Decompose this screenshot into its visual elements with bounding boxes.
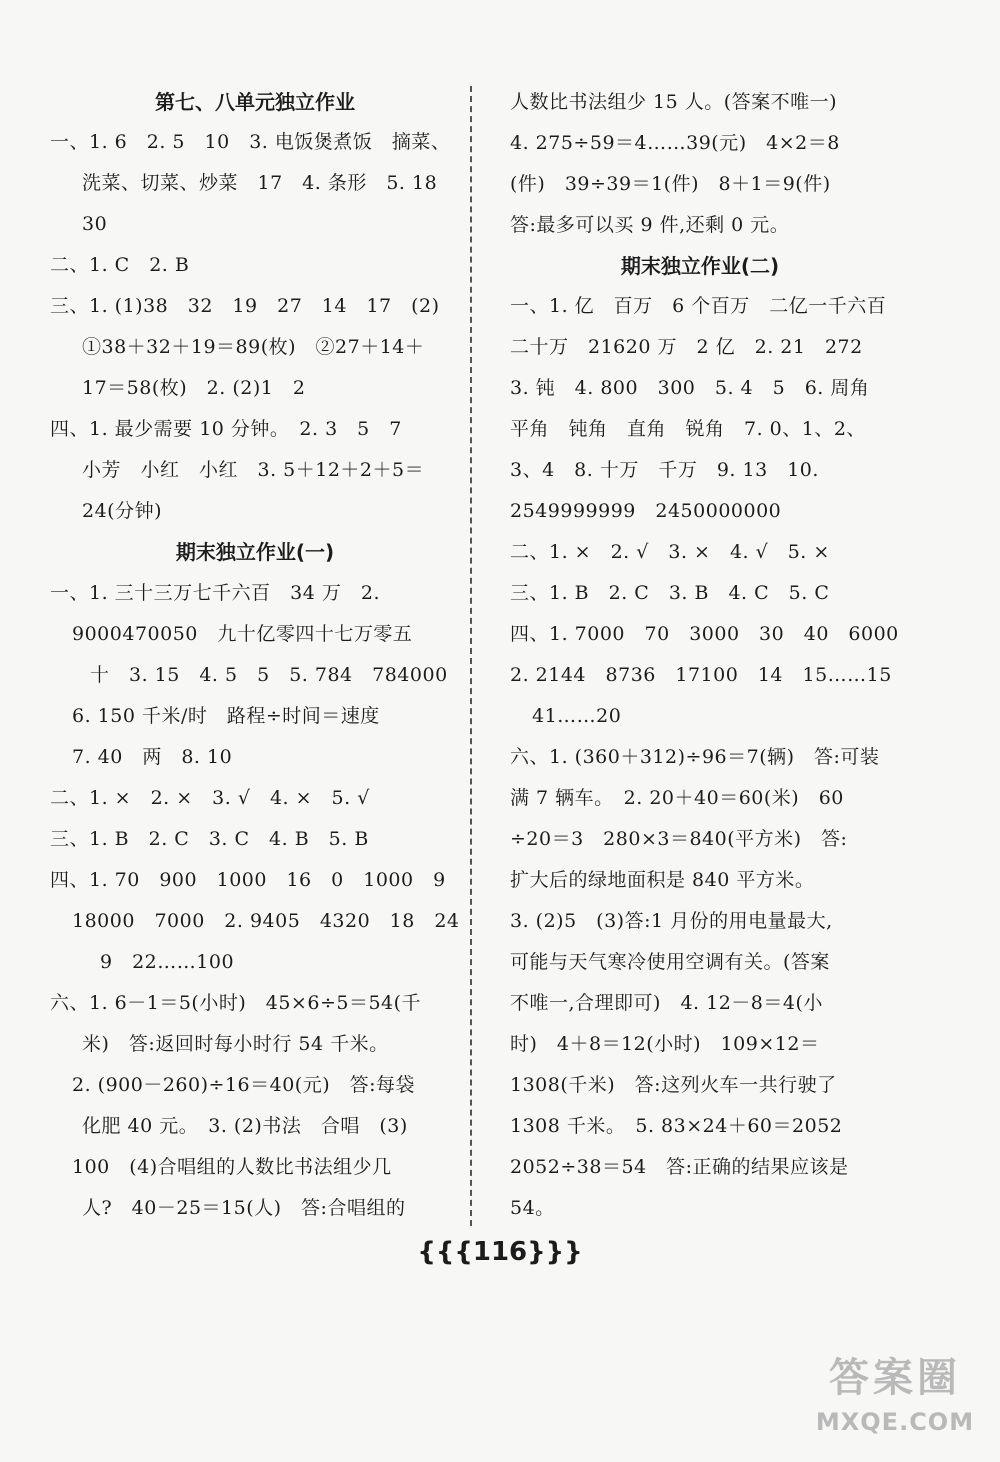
answer-line: 不唯一,合理即可) 4. 12－8＝4(小 (510, 992, 823, 1014)
answer-line: 6. 150 千米/时 路程÷时间＝速度 (72, 705, 380, 727)
answer-line: 100 (4)合唱组的人数比书法组少几 (72, 1156, 392, 1178)
answer-line: 1308(千米) 答:这列火车一共行驶了 (510, 1074, 837, 1096)
page-number: {{{116}}} (417, 1237, 583, 1267)
answer-line: 3. 钝 4. 800 300 5. 4 5 6. 周角 (510, 377, 870, 399)
answer-line: 化肥 40 元。 3. (2)书法 合唱 (3) (82, 1115, 408, 1137)
answer-line: 41……20 (532, 705, 622, 727)
answer-line: 三、1. B 2. C 3. C 4. B 5. B (50, 828, 369, 850)
section-title-unit-7-8: 第七、八单元独立作业 (155, 90, 355, 114)
answer-line: 人? 40－25＝15(人) 答:合唱组的 (82, 1197, 406, 1219)
answer-line: 一、1. 6 2. 5 10 3. 电饭煲煮饭 摘菜、 (50, 131, 451, 153)
answer-line: 2549999999 2450000000 (510, 500, 782, 522)
answer-line: 4. 275÷59＝4……39(元) 4×2＝8 (510, 132, 840, 154)
answer-line: 洗菜、切菜、炒菜 17 4. 条形 5. 18 (82, 172, 438, 194)
answer-line: 三、1. (1)38 32 19 27 14 17 (2) (50, 295, 440, 317)
answer-line: 米) 答:返回时每小时行 54 千米。 (82, 1033, 389, 1055)
answer-line: 2. (900－260)÷16＝40(元) 答:每袋 (72, 1074, 416, 1096)
answer-line: 30 (82, 213, 108, 235)
answer-line: 三、1. B 2. C 3. B 4. C 5. C (510, 582, 830, 604)
answer-line: ①38＋32＋19＝89(枚) ②27＋14＋ (82, 336, 425, 358)
answer-line: 答:最多可以买 9 件,还剩 0 元。 (510, 214, 790, 236)
watermark-url: MXQE.COM (815, 1408, 975, 1436)
answer-line: 四、1. 最少需要 10 分钟。 2. 3 5 7 (50, 418, 402, 440)
answer-line: 六、1. (360＋312)÷96＝7(辆) 答:可装 (510, 746, 880, 768)
answer-line: 9 22……100 (100, 951, 235, 973)
answer-line: ÷20＝3 280×3＝840(平方米) 答: (510, 828, 848, 850)
answer-line: 人数比书法组少 15 人。(答案不唯一) (510, 91, 838, 113)
answer-line: 24(分钟) (82, 500, 163, 522)
answer-line: 一、1. 三十三万七千六百 34 万 2. (50, 582, 381, 604)
answer-line: 六、1. 6－1＝5(小时) 45×6÷5＝54(千 (50, 992, 422, 1014)
column-divider (470, 86, 472, 1226)
answer-line: 二十万 21620 万 2 亿 2. 21 272 (510, 336, 863, 358)
answer-line: 一、1. 亿 百万 6 个百万 二亿一千六百 (510, 295, 887, 317)
answer-line: 平角 钝角 直角 锐角 7. 0、1、2、 (510, 418, 866, 440)
watermark (810, 1350, 980, 1454)
watermark-logo: 答案圈 (829, 1355, 961, 1401)
answer-line: 9000470050 九十亿零四十七万零五 (72, 623, 413, 645)
answer-line: 二、1. × 2. √ 3. × 4. √ 5. × (510, 541, 830, 563)
section-title-final-1: 期末独立作业(一) (175, 540, 335, 564)
answer-line: 二、1. C 2. B (50, 254, 190, 276)
answer-line: 3、4 8. 十万 千万 9. 13 10. (510, 459, 819, 481)
answer-line: 时) 4＋8＝12(小时) 109×12＝ (510, 1033, 820, 1055)
answer-line: 四、1. 70 900 1000 16 0 1000 9 (50, 869, 446, 891)
answer-line: 十 3. 15 4. 5 5 5. 784 784000 (90, 664, 448, 686)
answer-line: 四、1. 7000 70 3000 30 40 6000 (510, 623, 899, 645)
answer-line: 2052÷38＝54 答:正确的结果应该是 (510, 1156, 849, 1178)
answer-line: 二、1. × 2. × 3. √ 4. × 5. √ (50, 787, 370, 809)
answer-line: 可能与天气寒冷使用空调有关。(答案 (510, 951, 830, 973)
section-title-final-2: 期末独立作业(二) (620, 254, 780, 278)
answer-line: 2. 2144 8736 17100 14 15……15 (510, 664, 892, 686)
answer-line: 扩大后的绿地面积是 840 平方米。 (510, 869, 815, 891)
answer-line: (件) 39÷39＝1(件) 8＋1＝9(件) (510, 173, 831, 195)
answer-line: 7. 40 两 8. 10 (72, 746, 233, 768)
answer-line: 17＝58(枚) 2. (2)1 2 (82, 377, 306, 399)
answer-line: 小芳 小红 小红 3. 5＋12＋2＋5＝ (82, 459, 425, 481)
answer-line: 1308 千米。 5. 83×24＋60＝2052 (510, 1115, 843, 1137)
answer-line: 3. (2)5 (3)答:1 月份的用电量最大, (510, 910, 833, 932)
answer-line: 54。 (510, 1197, 555, 1219)
answer-line: 18000 7000 2. 9405 4320 18 24 (72, 910, 460, 932)
answer-line: 满 7 辆车。 2. 20＋40＝60(米) 60 (510, 787, 844, 809)
